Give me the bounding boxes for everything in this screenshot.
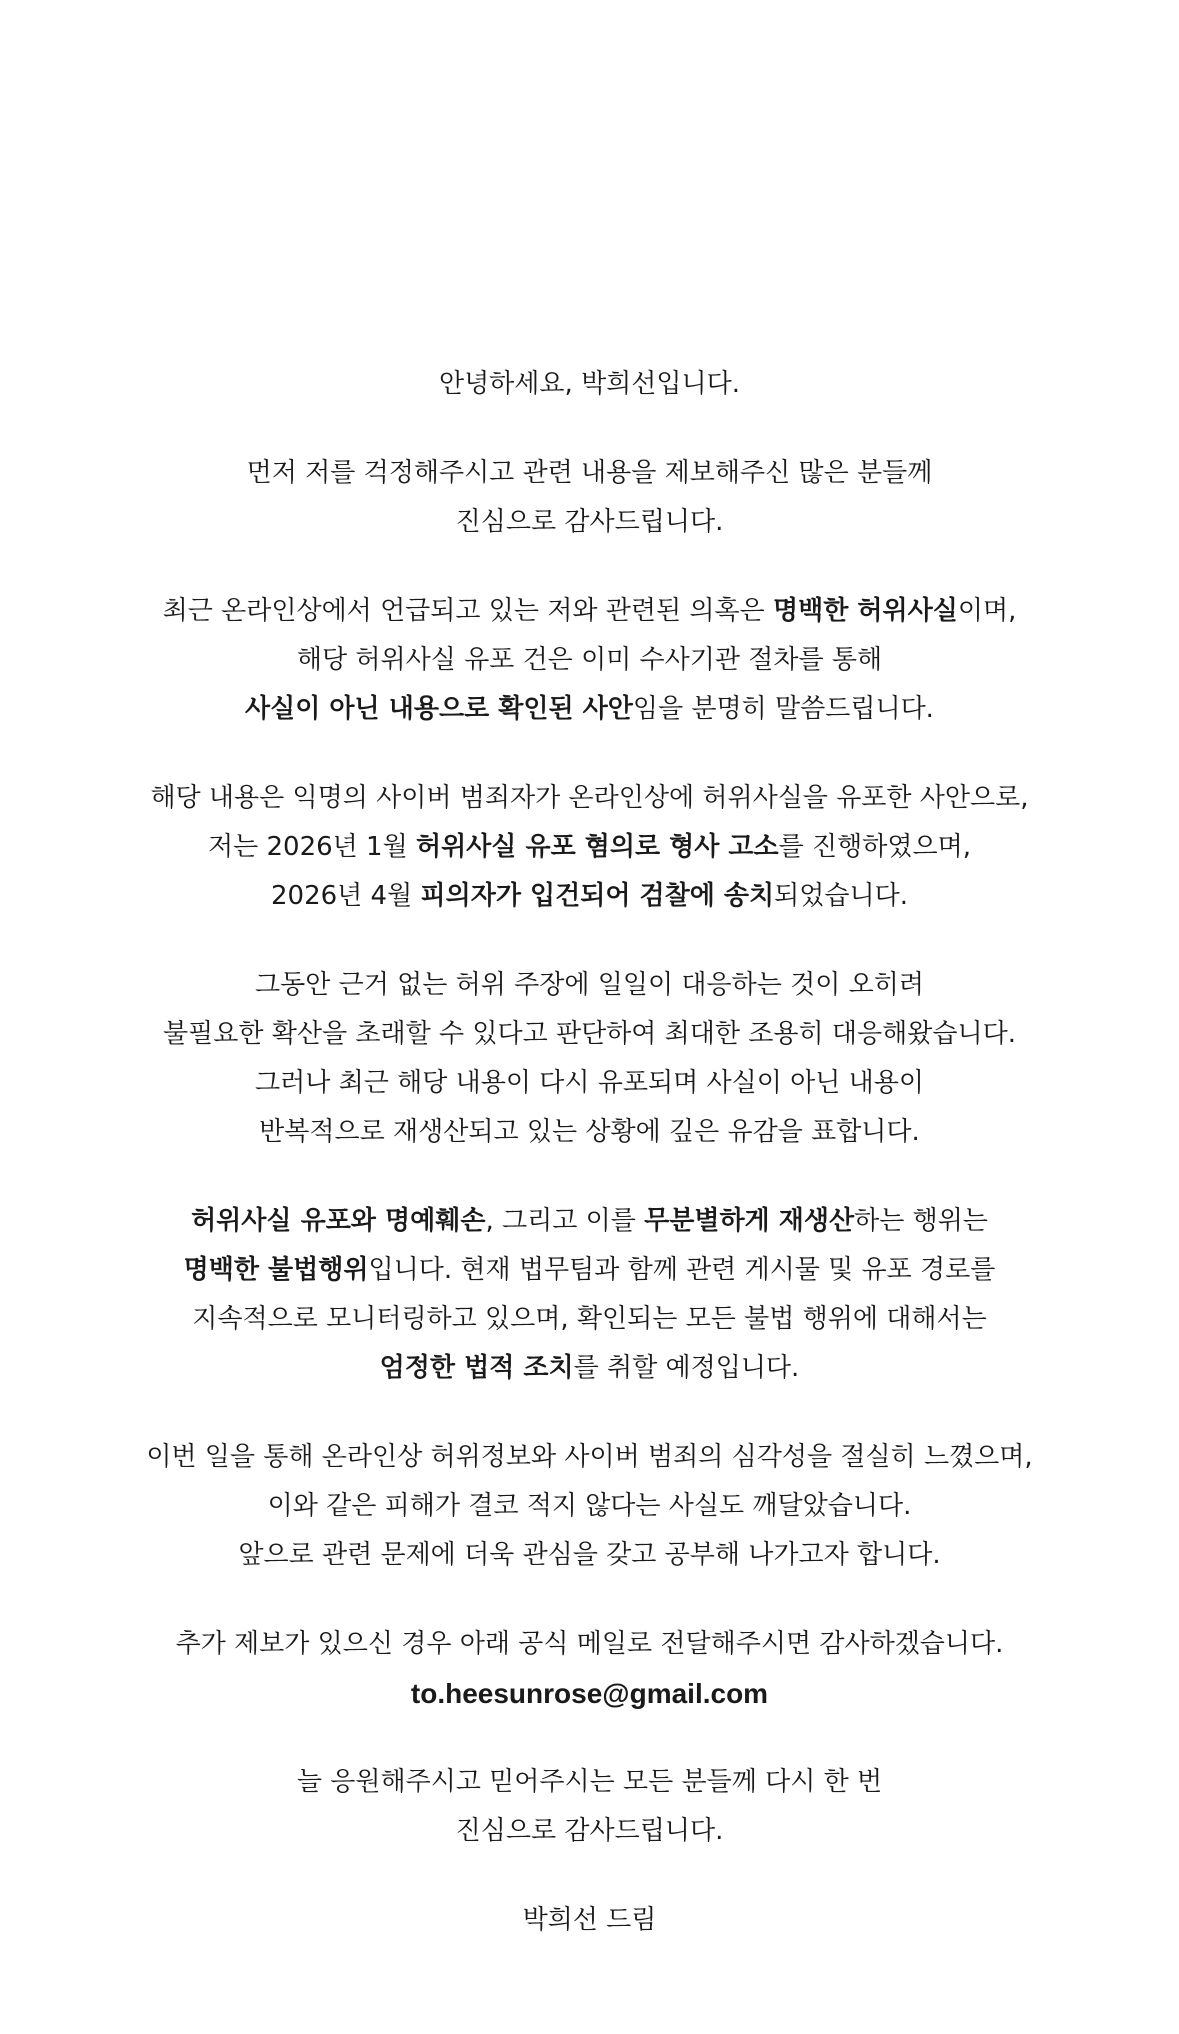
warning-line-2-bold: 명백한 불법행위 xyxy=(183,1255,369,1285)
warning-line-4-text: 를 취할 예정입니다. xyxy=(573,1353,800,1383)
allegation-line-3 xyxy=(0,685,1179,734)
thanks-line-2: 진심으로 감사드립니다. xyxy=(455,507,724,537)
thanks-line-1: 먼저 저를 걱정해주시고 관련 내용을 제보해주신 많은 분들께 xyxy=(246,458,933,488)
legal-action-line-1: 해당 내용은 익명의 사이버 범죄자가 온라인상에 허위사실을 유포한 사안으로, xyxy=(150,783,1029,813)
greeting-paragraph xyxy=(0,360,1179,409)
response-paragraph xyxy=(0,961,1179,1157)
signature: 박희선 드림 xyxy=(522,1905,657,1935)
warning-line-3: 지속적으로 모니터링하고 있으며, 확인되는 모든 불법 행위에 대해서는 xyxy=(192,1304,987,1334)
closing-line-2: 진심으로 감사드립니다. xyxy=(455,1816,724,1846)
legal-action-line-3-bold: 피의자가 입건되어 검찰에 송치 xyxy=(420,881,775,911)
legal-action-line-2 xyxy=(0,823,1179,872)
legal-action-paragraph xyxy=(0,774,1179,921)
response-line-2: 불필요한 확산을 초래할 수 있다고 판단하여 최대한 조용히 대응해왔습니다. xyxy=(163,1019,1016,1049)
greeting-line: 안녕하세요, 박희선입니다. xyxy=(438,369,741,399)
contact-email: to.heesunrose@gmail.com xyxy=(410,1678,769,1709)
warning-line-2-text: 입니다. 현재 법무팀과 함께 관련 게시물 및 유포 경로를 xyxy=(368,1255,996,1285)
response-line-4: 반복적으로 재생산되고 있는 상황에 깊은 유감을 표합니다. xyxy=(259,1117,920,1147)
legal-action-line-3-text-c: 되었습니다. xyxy=(774,881,908,911)
warning-line-1-bold-c: 무분별하게 재생산 xyxy=(644,1206,855,1236)
warning-line-4-bold: 엄정한 법적 조치 xyxy=(379,1353,574,1383)
legal-action-line-2-text-c: 를 진행하였으며, xyxy=(778,832,972,862)
contact-line: 추가 제보가 있으신 경우 아래 공식 메일로 전달해주시면 감사하겠습니다. xyxy=(175,1629,1004,1659)
response-line-3: 그러나 최근 해당 내용이 다시 유포되며 사실이 아닌 내용이 xyxy=(255,1068,924,1098)
warning-line-1-text-b: , 그리고 이를 xyxy=(485,1206,645,1236)
reflection-line-3: 앞으로 관련 문제에 더욱 관심을 갖고 공부해 나가고자 합니다. xyxy=(238,1540,941,1570)
legal-action-line-2-bold: 허위사실 유포 혐의로 형사 고소 xyxy=(415,832,779,862)
contact-paragraph xyxy=(0,1620,1179,1718)
reflection-paragraph xyxy=(0,1433,1179,1580)
statement-document xyxy=(0,360,1179,1985)
response-line-1: 그동안 근거 없는 허위 주장에 일일이 대응하는 것이 오히려 xyxy=(255,970,924,1000)
warning-line-1-bold-a: 허위사실 유포와 명예훼손 xyxy=(191,1206,486,1236)
allegation-line-1 xyxy=(0,587,1179,636)
warning-line-1-text-d: 하는 행위는 xyxy=(854,1206,988,1236)
legal-action-line-2-text-a: 저는 2026년 1월 xyxy=(207,832,416,862)
warning-line-1 xyxy=(0,1197,1179,1246)
warning-paragraph xyxy=(0,1197,1179,1393)
allegation-line-1-text-a: 최근 온라인상에서 언급되고 있는 저와 관련된 의혹은 xyxy=(162,596,774,626)
allegation-line-1-text-c: 이며, xyxy=(957,596,1017,626)
allegation-line-2: 해당 허위사실 유포 건은 이미 수사기관 절차를 통해 xyxy=(296,645,883,675)
reflection-line-2: 이와 같은 피해가 결코 적지 않다는 사실도 깨달았습니다. xyxy=(267,1491,912,1521)
allegation-line-3-bold: 사실이 아닌 내용으로 확인된 사안 xyxy=(245,694,633,724)
allegation-paragraph xyxy=(0,587,1179,734)
legal-action-line-3-text-a: 2026년 4월 xyxy=(270,881,421,911)
closing-line-1: 늘 응원해주시고 믿어주시는 모든 분들께 다시 한 번 xyxy=(296,1767,883,1797)
allegation-line-1-bold: 명백한 허위사실 xyxy=(773,596,958,626)
legal-action-line-3 xyxy=(0,872,1179,921)
thanks-paragraph xyxy=(0,449,1179,547)
warning-line-4 xyxy=(0,1344,1179,1393)
signature-paragraph xyxy=(0,1896,1179,1945)
closing-paragraph xyxy=(0,1758,1179,1856)
allegation-line-3-text: 임을 분명히 말씀드립니다. xyxy=(632,694,934,724)
reflection-line-1: 이번 일을 통해 온라인상 허위정보와 사이버 범죄의 심각성을 절실히 느꼈으며, xyxy=(146,1442,1033,1472)
warning-line-2 xyxy=(0,1246,1179,1295)
